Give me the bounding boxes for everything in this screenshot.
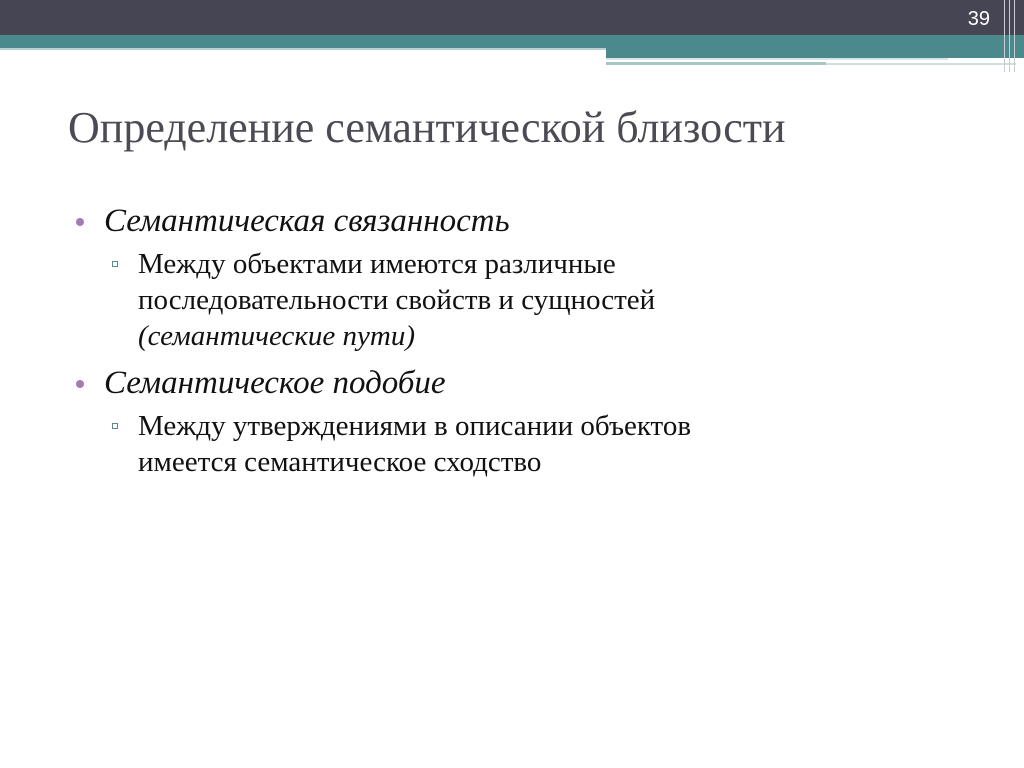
slide-title: Определение семантической близости (68, 103, 786, 152)
bullet-label: Семантическая связанность (104, 203, 510, 239)
bullet-dot-icon (76, 218, 84, 226)
slide-content (76, 200, 956, 480)
sub-bullet-item (104, 246, 956, 354)
square-bullet-icon (112, 261, 118, 267)
slide-number: 39 (967, 8, 990, 30)
sub-bullet-line: Между объектами имеются различные (138, 248, 616, 280)
sub-bullet-line: последовательности свойств и сущностей (138, 284, 656, 316)
header-vertical-lines (1000, 0, 1024, 72)
sub-bullet-line: Между утверждениями в описании объектов (138, 410, 692, 442)
header-step-block (606, 48, 1024, 58)
bullet-label: Семантическое подобие (104, 365, 446, 401)
header-accent-line (606, 62, 826, 65)
bullet-item (76, 362, 956, 404)
header-accent-line (606, 58, 948, 60)
bullet-item (76, 200, 956, 242)
header-accent-line (826, 63, 1016, 65)
sub-bullet-line: (семантические пути) (138, 320, 415, 352)
sub-bullet-line: имеется семантическое сходство (138, 446, 542, 478)
bullet-dot-icon (76, 380, 84, 388)
sub-bullet-item (104, 408, 956, 480)
square-bullet-icon (112, 423, 118, 429)
header-teal-strip (0, 35, 1024, 48)
header-bar (0, 0, 1024, 35)
header-light-strip (0, 48, 608, 50)
